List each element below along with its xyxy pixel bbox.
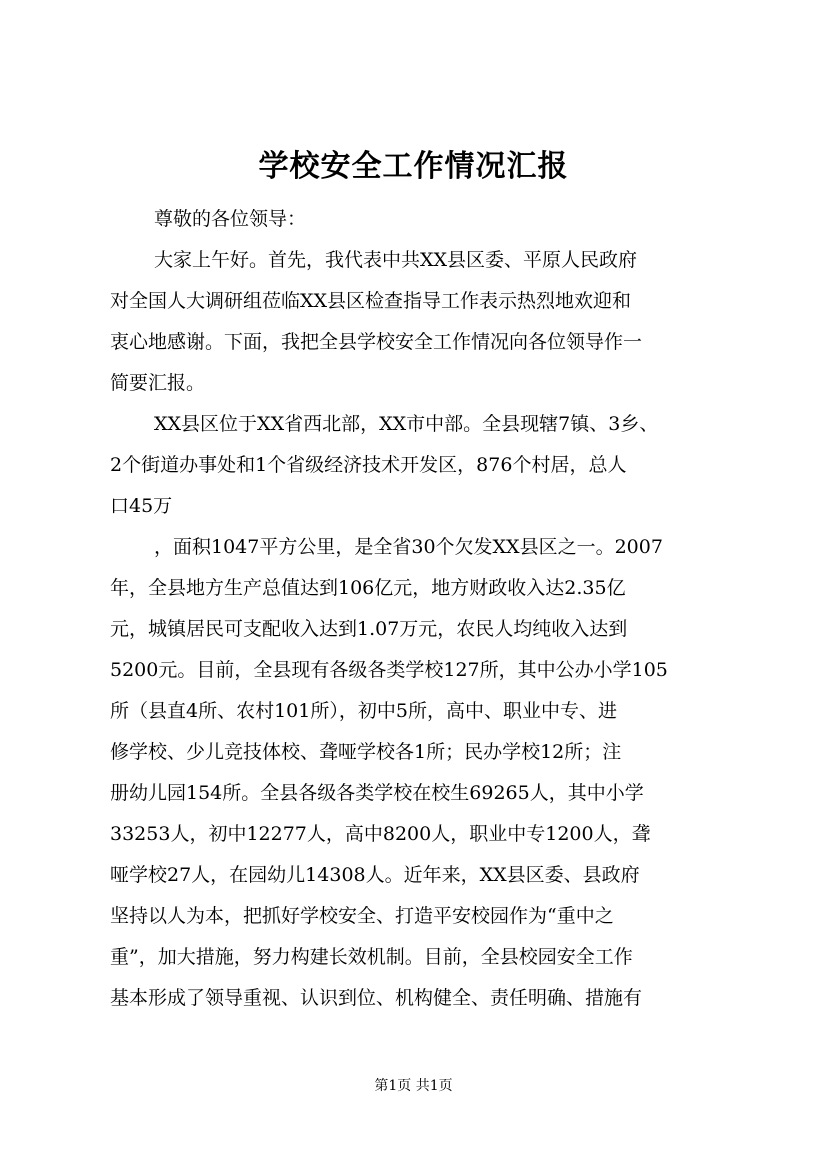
body-line: 5200元。目前，全县现有各级各类学校127所，其中公办小学105 (110, 659, 668, 681)
body-line: 哑学校27人，在园幼儿14308人。近年来，XX县区委、县政府 (110, 864, 640, 886)
body-line: 修学校、少儿竞技体校、聋哑学校各1所；民办学校12所；注 (110, 741, 622, 763)
document-title: 学校安全工作情况汇报 (258, 149, 569, 184)
body-line: 重”，加大措施，努力构建长效机制。目前，全县校园安全工作 (110, 946, 633, 968)
body-line: 基本形成了领导重视、认识到位、机构健全、责任明确、措施有 (110, 987, 643, 1009)
body-line: 尊敬的各位领导： (154, 208, 307, 230)
body-line: XX县区位于XX省西北部，XX市中部。全县现辖7镇、3乡、 (154, 413, 659, 435)
body-line: ，面积1047平方公里，是全省30个欠发XX县区之一。2007 (154, 536, 663, 558)
body-line: 所（县直4所、农村101所），初中5所，高中、职业中专、进 (110, 700, 617, 722)
body-line: 册幼儿园154所。全县各级各类学校在校生69265人，其中小学 (110, 782, 644, 804)
body-line: 坚持以人为本，把抓好学校安全、打造平安校园作为“重中之 (110, 905, 614, 927)
body-line: 大家上午好。首先，我代表中共XX县区委、平原人民政府 (154, 249, 638, 271)
body-line: 33253人，初中12277人，高中8200人，职业中专1200人，聋 (110, 823, 651, 845)
body-line: 衷心地感谢。下面，我把全县学校安全工作情况向各位领导作一 (110, 331, 643, 353)
body-line: 口45万 (110, 495, 173, 517)
body-line: 对全国人大调研组莅临XX县区检查指导工作表示热烈地欢迎和 (110, 290, 632, 312)
body-line: 年，全县地方生产总值达到106亿元，地方财政收入达2.35亿 (110, 577, 626, 599)
body-line: 简要汇报。 (110, 372, 206, 394)
page-footer: 第1页 共1页 (374, 1078, 453, 1094)
document-body (110, 199, 720, 1019)
body-line: 元，城镇居民可支配收入达到1.07万元，农民人均纯收入达到 (110, 618, 628, 640)
body-line: 2个街道办事处和1个省级经济技术开发区，876个村居，总人 (110, 454, 627, 476)
